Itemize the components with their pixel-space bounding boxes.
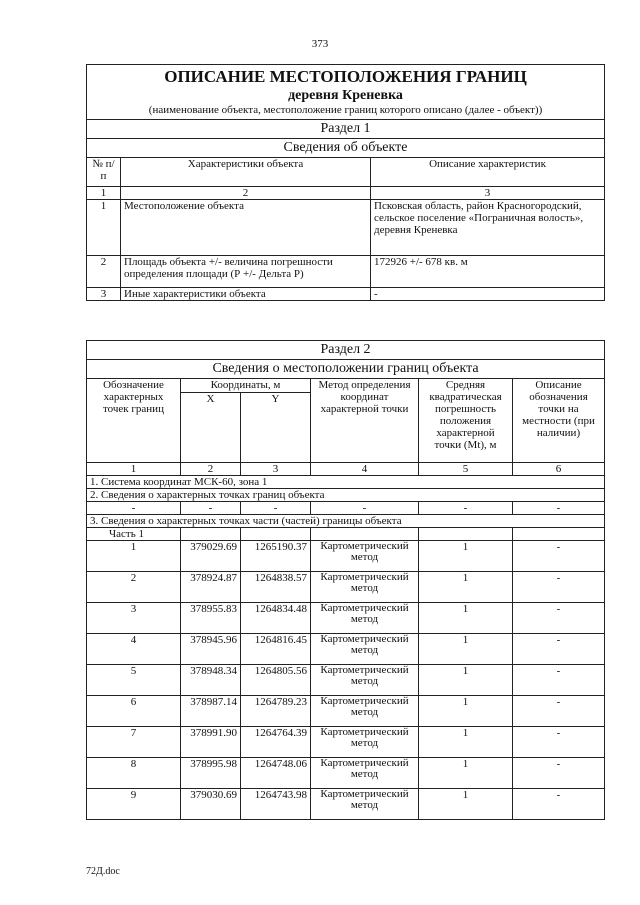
row-description: - bbox=[371, 288, 605, 301]
row-characteristic: Иные характеристики объекта bbox=[121, 288, 371, 301]
table-row bbox=[87, 288, 605, 301]
row-description: 172926 +/- 678 кв. м bbox=[371, 256, 605, 288]
table-row bbox=[87, 541, 605, 572]
table-row bbox=[87, 789, 605, 820]
point-error: 1 bbox=[419, 572, 513, 603]
row-characteristic: Площадь объекта +/- величина погрешности определения площади (Р +/- Дельта Р) bbox=[121, 256, 371, 288]
section2-subtitle: Сведения о местоположении границ объекта bbox=[87, 360, 605, 379]
point-y: 1264764.39 bbox=[241, 727, 311, 758]
col-description-header: Описание характеристик bbox=[371, 158, 605, 187]
dash-cell: - bbox=[241, 502, 311, 515]
dash-cell: - bbox=[513, 502, 605, 515]
table-row bbox=[87, 603, 605, 634]
document-title: ОПИСАНИЕ МЕСТОПОЛОЖЕНИЯ ГРАНИЦ bbox=[87, 65, 605, 88]
page-number: 373 bbox=[311, 38, 329, 50]
point-description: - bbox=[513, 541, 605, 572]
point-number: 8 bbox=[87, 758, 181, 789]
point-x: 378945.96 bbox=[181, 634, 241, 665]
point-description: - bbox=[513, 727, 605, 758]
point-x: 378955.83 bbox=[181, 603, 241, 634]
object-note: (наименование объекта, местоположение границ которого описано (далее - объект)) bbox=[87, 104, 605, 120]
point-error: 1 bbox=[419, 696, 513, 727]
section2-title: Раздел 2 bbox=[87, 341, 605, 360]
object-name: деревня Креневка bbox=[87, 87, 605, 104]
point-y: 1264834.48 bbox=[241, 603, 311, 634]
point-description: - bbox=[513, 758, 605, 789]
col-method-header: Метод определения координат характерной точки bbox=[311, 379, 419, 463]
point-x: 379030.69 bbox=[181, 789, 241, 820]
point-error: 1 bbox=[419, 789, 513, 820]
point-y: 1265190.37 bbox=[241, 541, 311, 572]
index-cell: 1 bbox=[87, 463, 181, 476]
index-cell: 6 bbox=[513, 463, 605, 476]
point-x: 378995.98 bbox=[181, 758, 241, 789]
boundary-points-line: 2. Сведения о характерных точках границ объекта bbox=[87, 489, 605, 502]
col-desc-header: Описание обозначения точки на местности (при наличии) bbox=[513, 379, 605, 463]
col-error-header: Средняя квадратическая погрешность положения характерной точки (Mt), м bbox=[419, 379, 513, 463]
point-description: - bbox=[513, 665, 605, 696]
point-y: 1264748.06 bbox=[241, 758, 311, 789]
col-characteristic-header: Характеристики объекта bbox=[121, 158, 371, 187]
part-label: Часть 1 bbox=[87, 528, 181, 541]
point-y: 1264805.56 bbox=[241, 665, 311, 696]
point-error: 1 bbox=[419, 603, 513, 634]
file-name: 72Д.doc bbox=[86, 866, 120, 877]
points-body bbox=[87, 541, 605, 820]
point-y: 1264816.45 bbox=[241, 634, 311, 665]
point-x: 379029.69 bbox=[181, 541, 241, 572]
point-method: Картометрический метод bbox=[311, 634, 419, 665]
section1-subtitle: Сведения об объекте bbox=[87, 139, 605, 158]
section1-table bbox=[86, 64, 605, 301]
point-method: Картометрический метод bbox=[311, 665, 419, 696]
row-number: 3 bbox=[87, 288, 121, 301]
point-number: 9 bbox=[87, 789, 181, 820]
point-method: Картометрический метод bbox=[311, 541, 419, 572]
col-coords-header: Координаты, м bbox=[181, 379, 311, 393]
index-cell: 3 bbox=[241, 463, 311, 476]
section1-title: Раздел 1 bbox=[87, 120, 605, 139]
row-number: 1 bbox=[87, 200, 121, 256]
point-method: Картометрический метод bbox=[311, 603, 419, 634]
point-number: 4 bbox=[87, 634, 181, 665]
col-x-header: X bbox=[181, 393, 241, 463]
parts-line: 3. Сведения о характерных точках части (частей) границы объекта bbox=[87, 515, 605, 528]
point-method: Картометрический метод bbox=[311, 696, 419, 727]
table-row bbox=[87, 634, 605, 665]
index-cell: 5 bbox=[419, 463, 513, 476]
point-x: 378991.90 bbox=[181, 727, 241, 758]
point-error: 1 bbox=[419, 727, 513, 758]
index-cell: 4 bbox=[311, 463, 419, 476]
table-row bbox=[87, 727, 605, 758]
row-characteristic: Местоположение объекта bbox=[121, 200, 371, 256]
index-cell: 2 bbox=[181, 463, 241, 476]
point-number: 3 bbox=[87, 603, 181, 634]
col-point-header: Обозначение характерных точек границ bbox=[87, 379, 181, 463]
point-number: 6 bbox=[87, 696, 181, 727]
table-row bbox=[87, 572, 605, 603]
point-description: - bbox=[513, 789, 605, 820]
point-method: Картометрический метод bbox=[311, 727, 419, 758]
point-error: 1 bbox=[419, 634, 513, 665]
col-number-header: № п/п bbox=[87, 158, 121, 187]
dash-cell: - bbox=[311, 502, 419, 515]
row-number: 2 bbox=[87, 256, 121, 288]
point-method: Картометрический метод bbox=[311, 758, 419, 789]
point-method: Картометрический метод bbox=[311, 789, 419, 820]
point-x: 378924.87 bbox=[181, 572, 241, 603]
point-number: 1 bbox=[87, 541, 181, 572]
point-number: 5 bbox=[87, 665, 181, 696]
point-x: 378948.34 bbox=[181, 665, 241, 696]
point-number: 2 bbox=[87, 572, 181, 603]
point-y: 1264789.23 bbox=[241, 696, 311, 727]
col-y-header: Y bbox=[241, 393, 311, 463]
point-description: - bbox=[513, 696, 605, 727]
point-description: - bbox=[513, 603, 605, 634]
table-row bbox=[87, 200, 605, 256]
table-row bbox=[87, 758, 605, 789]
point-error: 1 bbox=[419, 541, 513, 572]
index-cell: 3 bbox=[371, 187, 605, 200]
table-row bbox=[87, 256, 605, 288]
dash-cell: - bbox=[419, 502, 513, 515]
point-description: - bbox=[513, 634, 605, 665]
index-cell: 2 bbox=[121, 187, 371, 200]
coordinate-system-line: 1. Система координат МСК-60, зона 1 bbox=[87, 476, 605, 489]
table-row bbox=[87, 696, 605, 727]
point-y: 1264743.98 bbox=[241, 789, 311, 820]
point-y: 1264838.57 bbox=[241, 572, 311, 603]
point-x: 378987.14 bbox=[181, 696, 241, 727]
point-number: 7 bbox=[87, 727, 181, 758]
table-row bbox=[87, 665, 605, 696]
point-error: 1 bbox=[419, 758, 513, 789]
row-description: Псковская область, район Красногородский, сельское поселение «Пограничная волость», деревня Креневка bbox=[371, 200, 605, 256]
point-description: - bbox=[513, 572, 605, 603]
dash-cell: - bbox=[181, 502, 241, 515]
index-cell: 1 bbox=[87, 187, 121, 200]
dash-cell: - bbox=[87, 502, 181, 515]
point-method: Картометрический метод bbox=[311, 572, 419, 603]
point-error: 1 bbox=[419, 665, 513, 696]
section2-table bbox=[86, 340, 605, 820]
